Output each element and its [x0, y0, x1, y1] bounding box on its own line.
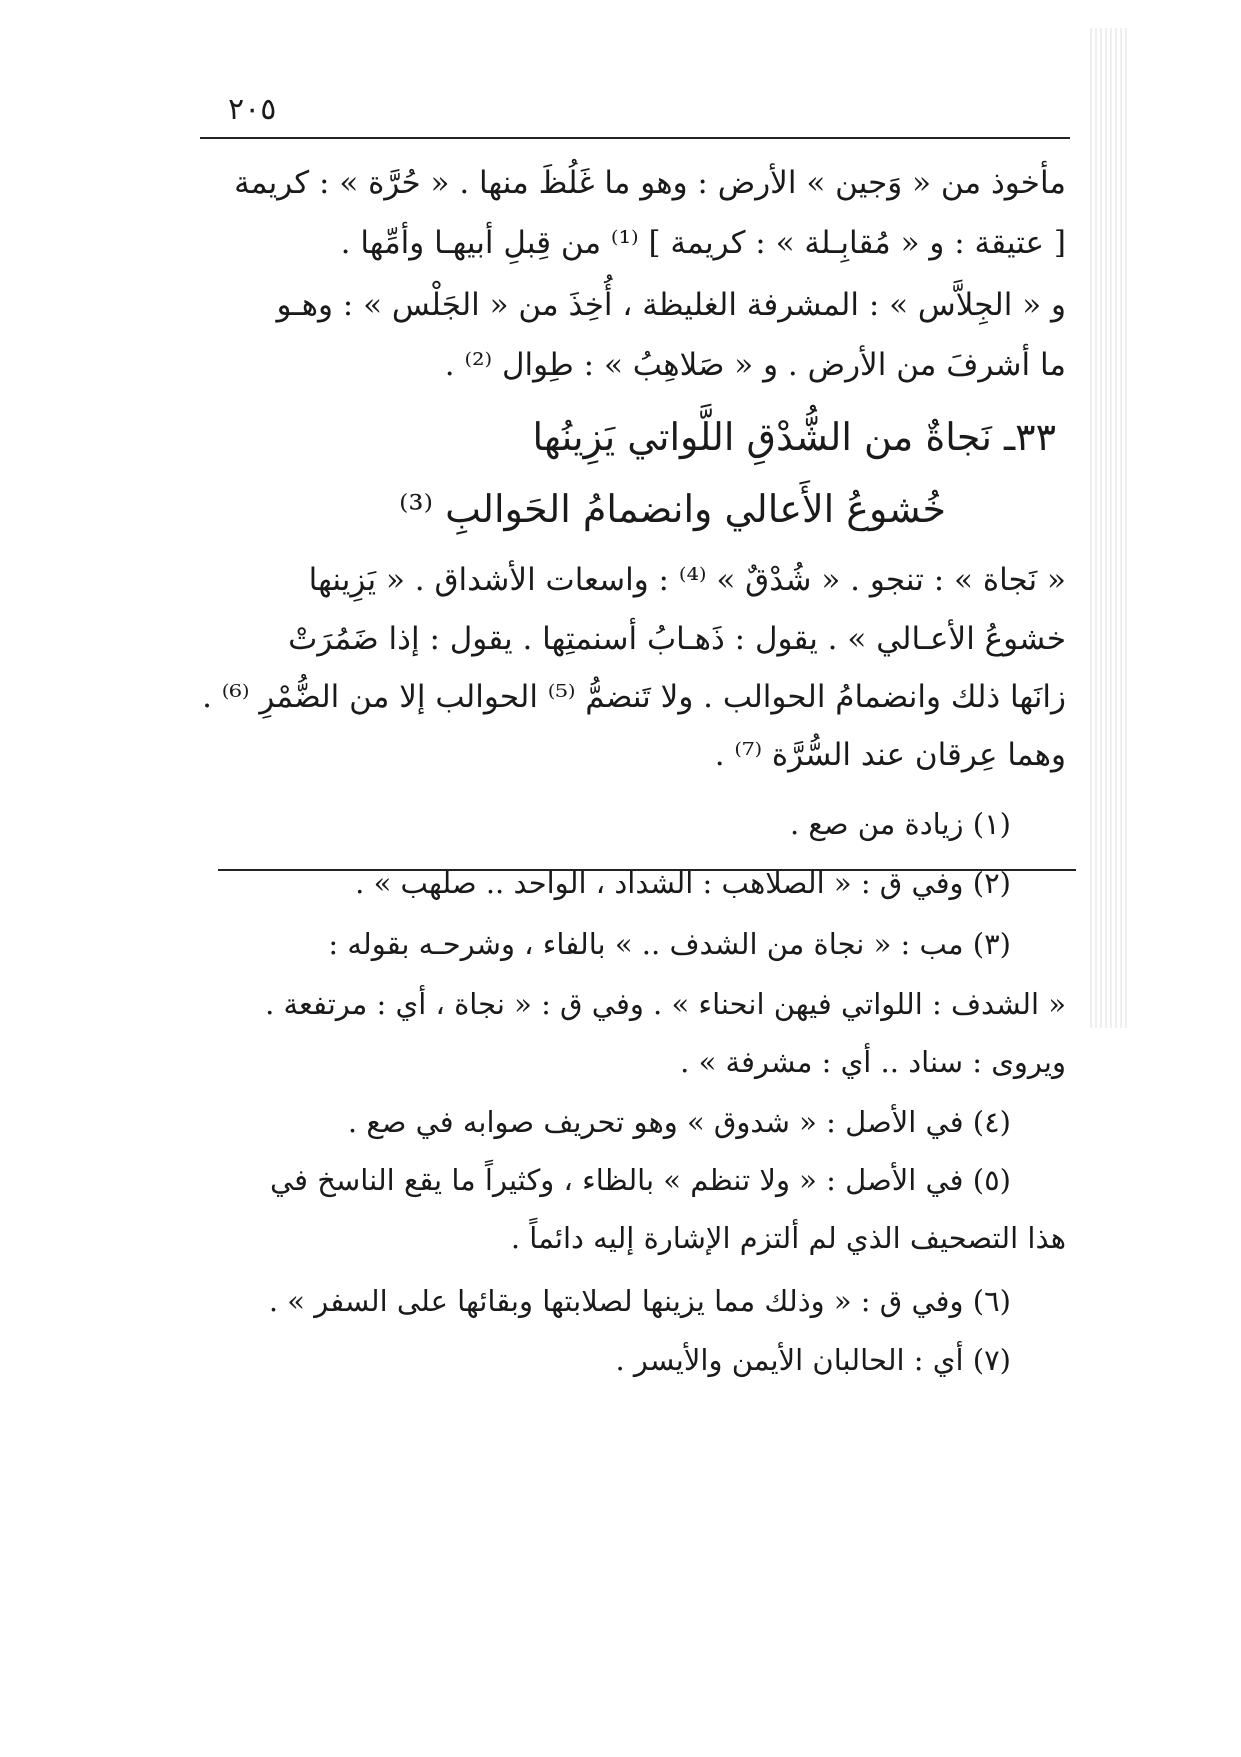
verse-line-1: ٣٣ـ نَجاةٌ من الشُّدْقِ اللَّواتي يَزِينُها — [532, 415, 1056, 459]
commentary-line: و « الجِلاَّس » : المشرفة الغليظة ، أُخِذَ من « الجَلْس » : وهـو — [276, 287, 1066, 323]
footnote: (٤) في الأصل : « شدوق » وهو تحريف صوابه في صع . — [347, 1105, 1011, 1139]
header-rule — [200, 137, 1070, 139]
footnote-continuation: « الشدف : اللواتي فيهن انحناء » . وفي ق : « نجاة ، أي : مرتفعة . — [265, 987, 1066, 1021]
footnote-continuation: ويروى : سناد .. أي : مشرفة » . — [680, 1045, 1066, 1079]
footnote: (٥) في الأصل : « ولا تنظم » بالظاء ، وكثيراً ما يقع الناسخ في — [269, 1163, 1011, 1197]
explanation-line: « نَجاة » : تنجو . « شُدْقٌ » ⁽⁴⁾ : واسعات الأشداق . « يَزِينها — [308, 562, 1066, 598]
footnote: (١) زيادة من صع . — [790, 807, 1011, 841]
commentary-line: ما أشرفَ من الأرض . و « صَلاهِبُ » : طِوال ⁽²⁾ . — [444, 347, 1066, 383]
commentary-line: [ عتيقة : و « مُقابِـلة » : كريمة ] ⁽¹⁾ من قِبلِ أبيهـا وأمِّها . — [340, 225, 1066, 261]
footnote: (٢) وفي ق : « الصلاهب : الشداد ، الواحد .. صلهب » . — [355, 866, 1011, 900]
footnote-continuation: هذا التصحيف الذي لم ألتزم الإشارة إليه دائماً . — [510, 1221, 1066, 1255]
footnote: (٧) أي : الحالبان الأيمن والأيسر . — [615, 1343, 1011, 1377]
commentary-line: مأخوذ من « وَجين » الأرض : وهو ما غَلُظَ منها . « حُرَّة » : كريمة — [234, 165, 1066, 201]
explanation-line: زانَها ذلك وانضمامُ الحوالب . ولا تَنضمُّ ⁽⁵⁾ الحوالب إلا من الضُّمْرِ ⁽⁶⁾ . — [202, 679, 1066, 715]
explanation-line: وهما عِرقان عند السُّرَّة ⁽⁷⁾ . — [714, 737, 1066, 773]
footnote: (٦) وفي ق : « وذلك مما يزينها لصلابتها وبقائها على السفر » . — [268, 1284, 1011, 1318]
footnote: (٣) مب : « نجاة من الشدف .. » بالفاء ، وشرحـه بقوله : — [328, 927, 1011, 961]
page-number: ٢٠٥ — [228, 92, 277, 127]
verse-line-2: خُشوعُ الأَعالي وانضمامُ الحَوالبِ ⁽³⁾ — [399, 487, 946, 531]
explanation-line: خشوعُ الأعـالي » . يقول : ذَهـابُ أسنمتِها . يقول : إذا ضَمُرَتْ — [288, 621, 1066, 657]
